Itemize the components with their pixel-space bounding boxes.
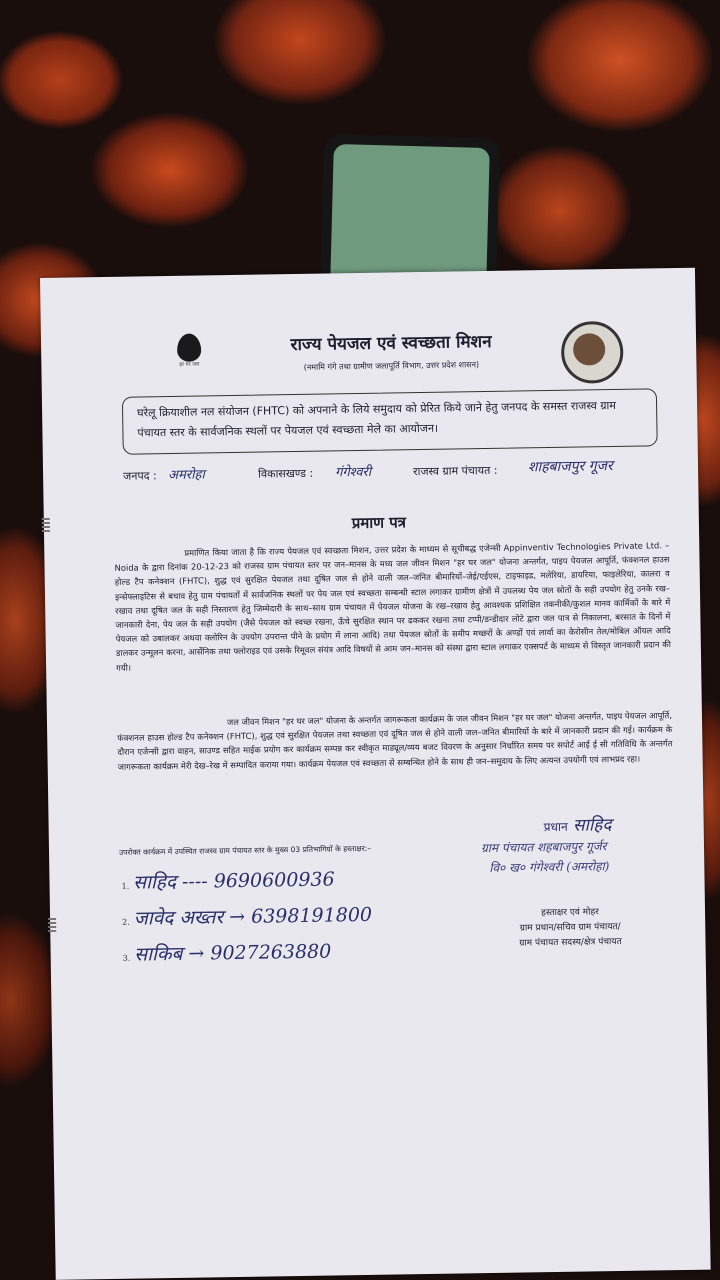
signature-block [470, 904, 671, 952]
participant-signature: साकिब → 9027263880 [134, 940, 332, 966]
participant-entry [122, 901, 372, 931]
certificate-paragraph-1: प्रमाणित किया जाता है कि राज्य पेयजल एवं स्वच्छता मिशन, उत्तर प्रदेश के माध्यम से सूचीबद्ध एजेन्सी Appinventiv Technologies Private Ltd. – Noida के द्वारा दिनांक 20-12-23 को राजस्व ग्राम पंचायत स्तर पर जन–मानस के मध्य जल जीवन मिशन "हर घर जल" योजना अन्तर्गत, पाइप पेयजल आपूर्ति, फंक्शनल हाउस होल्ड टैप कनेक्शन (FHTC), शुद्ध एवं सुरक्षित पेयजल तथा दूषित जल से होने वाली जल–जनित बीमारियों–जेई/एईएस, टाइफाइड, मलेरिया, डायरिया, फाइलेरिया, कालरा व इन्सेफ्लाइटिस से बचाव हेतु ग्राम पंचायतों में सार्वजनिक स्थलों पर पेय जल एवं स्वच्छता सम्बन्धी स्टाल लगाकर ग्रामीण क्षेत्रों में उपलब्ध पेय जल स्रोतों के सही उपयोग हेतु उनके रख–रखाव तथा दूषित जल के सही निस्तारण हेतु जिम्मेदारी के साथ–साथ ग्राम पंचायत में पेयजल योजना के रख–रखाव हेतु आवश्यक प्रशिक्षित तकनीकी/कुशल मानव कार्मिकों के बारे में जानकारी देना, पेय जल के सही उपयोग (जैसे पेयजल को स्वच्छ रखना, ऊँचे सुरक्षित स्थान पर ढककर रखना तथा टप्पी/डन्डीदार लोटे द्वारा जल पात्र से निकालना, बरसात के दिनों में पेयजल को उबालकर अथवा क्लोरिन के उपयोग उपरान्त पीने के प्रयोग में लाना आदि) तथा पेयजल स्रोतों के समीप मच्छरों के अण्डों एवं लार्वा का केरोसीन तेल/मोबिल ऑयल आदि डालकर उन्मूलन करना, आर्सेनिक तथा फ्लोराइड एवं उसके रिमूवल संयंत्र आदि विषयों से आम जन–मानस को संस्था द्वारा स्टाल लगाकर एक्सपर्ट के माध्यम से विस्तृत जानकारी प्रदान की गयी। [114, 540, 671, 673]
block-value: गंगेश्वरी [334, 464, 372, 481]
pradhan-signature [543, 812, 611, 836]
event-banner: घरेलू क्रियाशील नल संयोजन (FHTC) को अपनाने के लिये समुदाय को प्रेरित किये जाने हेतु जनपद के समस्त राजस्व ग्राम पंचायत स्तर के सार्वजनिक स्थलों पर पेयजल एवं स्वच्छता मेले का आयोजन। [122, 388, 658, 454]
certificate-paragraph-2: जल जीवन मिशन "हर घर जल" योजना के अन्तर्गत जागरूकता कार्यक्रम के जल जीवन मिशन "हर घर जल" योजना अन्तर्गत, पाइप पेयजल आपूर्ति, फंक्शनल हाउस होल्ड टैप कनेक्शन (FHTC), शुद्ध एवं सुरक्षित पेयजल तथा स्वच्छता एवं दूषित जल से होने वाली जल–जनित बीमारियों के बारे में जानकारी प्रदान की गई। कार्यक्रम के दौरान एजेन्सी द्वारा वाहन, साउण्ड सहित माईक प्रयोग कर कार्यक्रम सम्पन्न कर स्वीकृत माड्यूल/व्यय बजट विवरण के अनुसार निर्धारित समय पर सपोर्ट आई ई सी गतिविधि के अन्तर्गत जागरूकता कार्यक्रम मेरी देख–रेख में सम्पादित कराया गया। कार्यक्रम पेयजल एवं स्वच्छता से सम्बन्धित होने के साथ ही जन–समुदाय के लिए अत्यन्त उपयोगी एवं लाभप्रद रहा। [117, 710, 673, 772]
participant-number: 3. [122, 953, 131, 963]
block-label: विकासखण्ड : [258, 466, 314, 481]
seal-emblem [573, 333, 605, 365]
participant-number: 2. [122, 917, 130, 927]
signature-block-line: ग्राम प्रधान/सचिव ग्राम पंचायत/ [519, 921, 621, 934]
binder-holes [42, 518, 50, 532]
participant-signature: साहिद ---- 9690600936 [132, 868, 335, 894]
participant-entry [121, 865, 335, 894]
binder-holes [48, 918, 56, 932]
signature-block-line: हस्ताक्षर एवं मोहर [541, 907, 599, 919]
participant-number: 1. [121, 881, 130, 891]
participants-heading: उपरोक्त कार्यक्रम में उपस्थित राजस्व ग्राम पंचायत स्तर के मुख्य 03 प्रतिभागियों के हस्ताक्षर:– [118, 843, 372, 857]
pradhan-label: प्रधान [543, 819, 568, 835]
page-title: राज्य पेयजल एवं स्वच्छता मिशन [290, 331, 492, 356]
har-ghar-jal-logo [161, 333, 218, 394]
panchayat-label: राजस्व ग्राम पंचायत : [412, 463, 498, 479]
stamp-line-2: वि० ख० गंगेश्वरी (अमरोहा) [489, 859, 610, 876]
location-fields [123, 458, 683, 484]
panchayat-value: शाहबाजपुर गूजर [527, 458, 613, 476]
participant-signature: जावेद अख्तर → 6398191800 [133, 903, 373, 930]
up-government-seal-icon [561, 321, 624, 384]
signature-block-line: ग्राम पंचायत सदस्य/क्षेत्र पंचायत [519, 936, 622, 949]
stamp-line-1: ग्राम पंचायत शहबाजपुर गूर्जर [480, 839, 607, 856]
water-drop-icon [177, 333, 201, 361]
logo-caption: हर घर जल [179, 361, 200, 368]
participant-entry [122, 938, 331, 967]
certificate-title: प्रमाण पत्र [351, 513, 407, 533]
page-subtitle: (नमामि गंगे तथा ग्रामीण जलापूर्ति विभाग, उत्तर प्रदेश शासन) [303, 360, 480, 372]
pradhan-sign: साहिद [572, 815, 612, 836]
district-label: जनपद : [123, 469, 157, 483]
district-value: अमरोहा [168, 467, 205, 484]
certificate-document [40, 268, 711, 1280]
